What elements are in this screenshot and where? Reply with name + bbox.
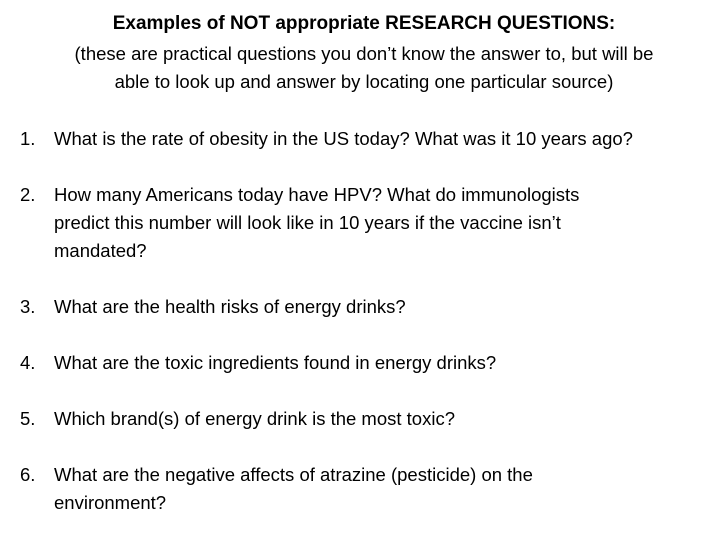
- slide-title: Examples of NOT appropriate RESEARCH QUESTIONS:: [112, 13, 616, 34]
- question-item: [20, 125, 720, 153]
- question-number: 2.: [20, 184, 36, 205]
- question-item: [20, 461, 720, 517]
- question-number: 3.: [20, 296, 36, 317]
- question-item: [20, 405, 720, 433]
- slide-subtitle: [0, 40, 728, 96]
- question-item: [20, 181, 720, 265]
- question-text: What are the negative affects of atrazine (pesticide) on the: [54, 464, 533, 485]
- question-text: How many Americans today have HPV? What do immunologists: [54, 184, 580, 205]
- question-text: mandated?: [54, 240, 147, 261]
- question-item: [20, 293, 720, 321]
- question-text: predict this number will look like in 10 years if the vaccine isn’t: [54, 212, 561, 233]
- question-number: 5.: [20, 408, 36, 429]
- question-text: Which brand(s) of energy drink is the most toxic?: [54, 408, 455, 429]
- subtitle-line: able to look up and answer by locating one particular source): [114, 71, 614, 92]
- question-number: 6.: [20, 464, 36, 485]
- question-text: environment?: [54, 492, 167, 513]
- question-text: What are the health risks of energy drinks?: [54, 296, 406, 317]
- question-text: What is the rate of obesity in the US today? What was it 10 years ago?: [54, 128, 633, 149]
- question-text: What are the toxic ingredients found in energy drinks?: [54, 352, 497, 373]
- question-list: [20, 125, 720, 545]
- question-item: [20, 349, 720, 377]
- question-number: 4.: [20, 352, 36, 373]
- subtitle-line: (these are practical questions you don’t know the answer to, but will be: [74, 43, 654, 64]
- question-number: 1.: [20, 128, 36, 149]
